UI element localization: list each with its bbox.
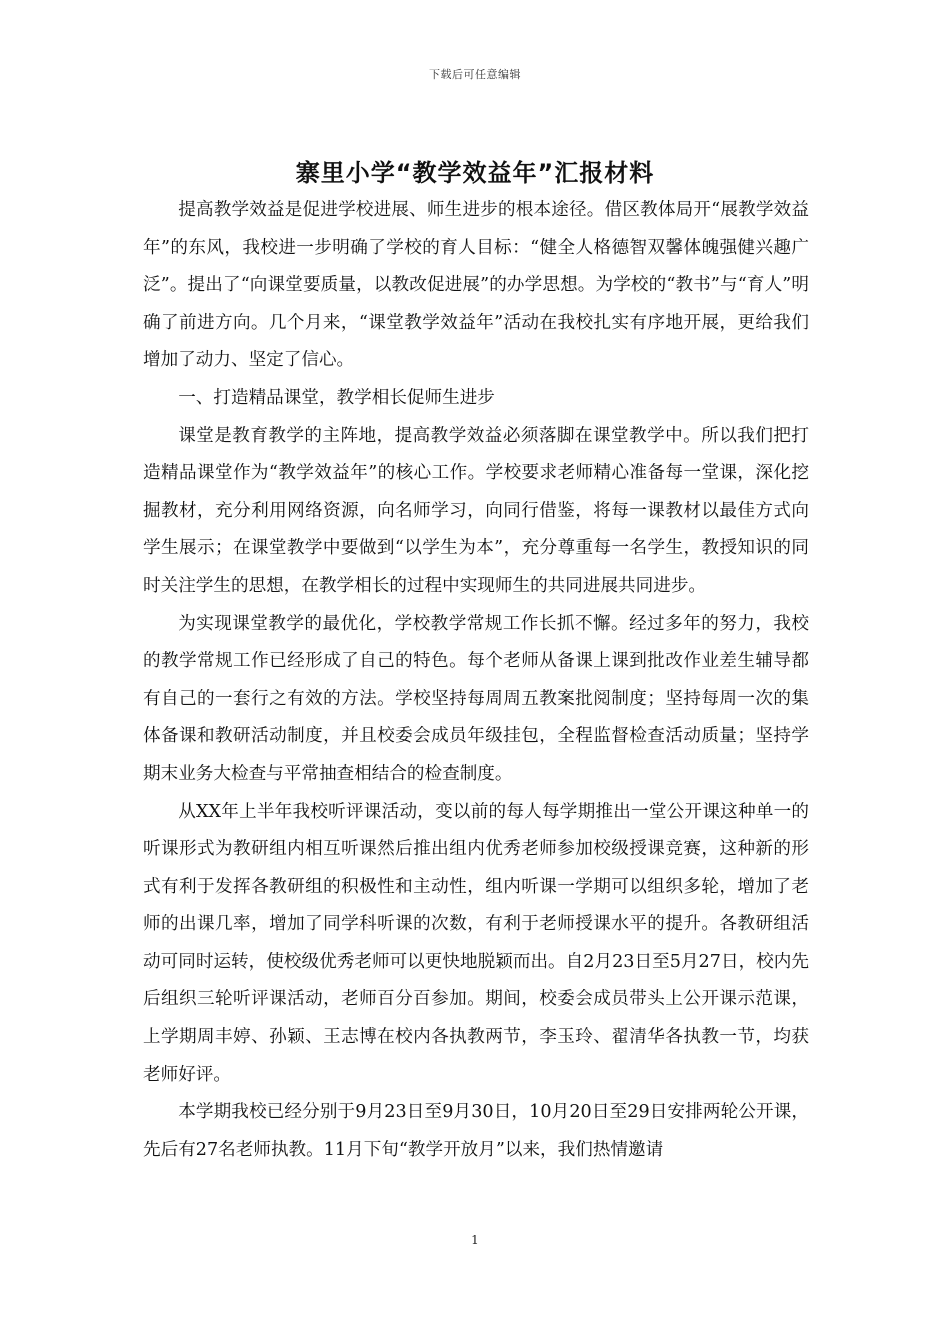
section-heading-1: 一、打造精品课堂，教学相长促师生进步 xyxy=(178,387,495,408)
paragraph-classroom: 课堂是教育教学的主阵地，提高教学效益必须落脚在课堂教学中。所以我们把打造精品课堂作为“教学效益年”的核心工作。学校要求老师精心准备每一堂课，深化挖掘教材，充分利用网络资源，向名师学习，向同行借鉴，将每一课教材以最佳方式向学生展示；在课堂教学中要做到“以学生为本”，充分尊重每一名学生，教授知识的同时关注学生的思想，在教学相长的过程中实现师生的共同进展共同进步。 xyxy=(143,425,809,596)
document-title: 寨里小学“教学效益年”汇报材料 xyxy=(295,159,655,187)
paragraph-lesson-review: 从XX年上半年我校听评课活动，变以前的每人每学期推出一堂公开课这种单一的听课形式为教研组内相互听课然后推出组内优秀老师参加校级授课竞赛，这种新的形式有利于发挥各教研组的积极性和主动性，组内听课一学期可以组织多轮，增加了老师的出课几率，增加了同学科听课的次数，有利于老师授课水平的提升。各教研组活动可同时运转，使校级优秀老师可以更快地脱颖而出。自2月23日至5月27日，校内先后组织三轮听评课活动，老师百分百参加。期间，校委会成员带头上公开课示范课，上学期周丰婷、孙颖、王志博在校内各执教两节，李玉玲、翟清华各执教一节，均获老师好评。 xyxy=(143,801,809,1085)
page-number: 1 xyxy=(471,1233,479,1247)
paragraph-routine: 为实现课堂教学的最优化，学校教学常规工作长抓不懈。经过多年的努力，我校的教学常规工作已经形成了自己的特色。每个老师从备课上课到批改作业差生辅导都有自己的一套行之有效的方法。学校坚持每周周五教案批阅制度；坚持每周一次的集体备课和教研活动制度，并且校委会成员年级挂包，全程监督检查活动质量；坚持学期末业务大检查与平常抽查相结合的检查制度。 xyxy=(143,613,809,784)
header-note: 下载后可任意编辑 xyxy=(429,68,521,81)
paragraph-intro: 提高教学效益是促进学校进展、师生进步的根本途径。借区教体局开“展教学效益年”的东风，我校进一步明确了学校的育人目标：“健全人格德智双馨体魄强健兴趣广泛”。提出了“向课堂要质量，以教改促进展”的办学思想。为学校的“教书”与“育人”明确了前进方向。几个月来，“课堂教学效益年”活动在我校扎实有序地开展，更给我们增加了动力、坚定了信心。 xyxy=(143,200,809,371)
paragraph-this-term: 本学期我校已经分别于9月23日至9月30日，10月20日至29日安排两轮公开课，先后有27名老师执教。11月下旬“教学开放月”以来，我们热情邀请 xyxy=(143,1102,809,1160)
document-body xyxy=(143,192,809,1169)
